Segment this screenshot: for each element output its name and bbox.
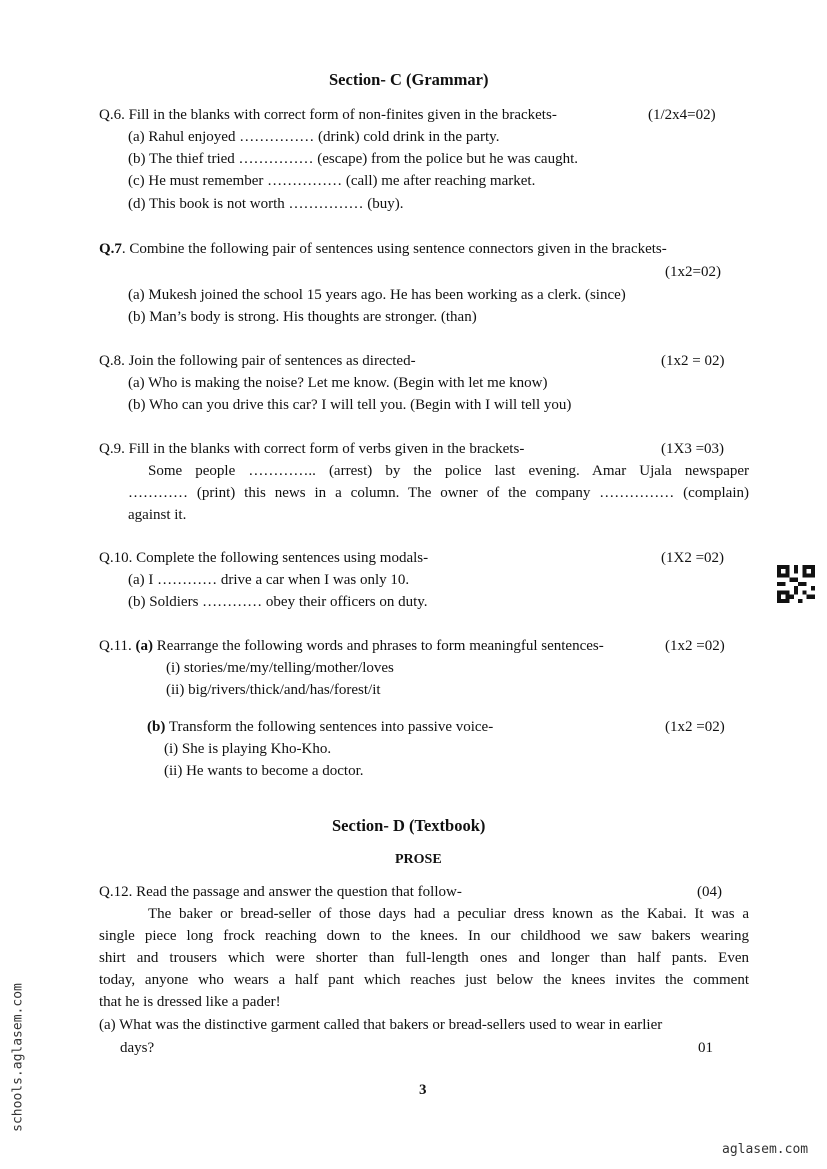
q7-item-b: (b) Man’s body is strong. His thoughts are stronger. (than) — [128, 309, 477, 325]
q7-number: Q.7 — [99, 241, 122, 257]
section-d-title: Section- D (Textbook) — [332, 816, 486, 835]
q11-b-text: Transform the following sentences into passive voice- — [168, 719, 494, 735]
q11-a-text: Rearrange the following words and phrases to form meaningful sentences- — [156, 638, 604, 654]
q12-sub-question-cont: days? — [120, 1040, 155, 1056]
q8-marks: (1x2 = 02) — [661, 353, 725, 369]
q6-item-b: (b) The thief tried …………… (escape) from the police but he was caught. — [128, 151, 578, 167]
q10-item-b: (b) Soldiers ………… obey their officers on duty. — [128, 594, 428, 610]
q11-b-item: (ii) He wants to become a doctor. — [164, 763, 364, 779]
q11-a-item: (i) stories/me/my/telling/mother/loves — [166, 660, 394, 676]
q11-a-item: (ii) big/rivers/thick/and/has/forest/it — [166, 682, 381, 698]
qr-code-icon — [777, 565, 815, 603]
q7-marks: (1x2=02) — [665, 264, 721, 280]
q7-text: . Combine the following pair of sentences using sentence connectors given in the brackets- — [121, 241, 667, 257]
q6-item-d: (d) This book is not worth …………… (buy). — [128, 196, 404, 212]
q11-question-b — [147, 718, 493, 736]
page-number: 3 — [419, 1082, 427, 1098]
q11-question-a — [99, 637, 604, 655]
q11-number: Q.11. — [99, 638, 132, 654]
side-watermark: schools.aglasem.com — [10, 983, 26, 1132]
q10-question: Q.10. Complete the following sentences using modals- — [99, 550, 429, 566]
prose-subtitle: PROSE — [395, 852, 442, 867]
q9-passage-line: against it. — [128, 507, 187, 523]
q12-sub-marks: 01 — [698, 1040, 713, 1056]
q6-item-a: (a) Rahul enjoyed …………… (drink) cold drink in the party. — [128, 129, 500, 145]
q12-passage-line: single piece long frock reaching down to the knees. In our childhood we saw bakers wearing — [99, 928, 749, 944]
q7-question — [99, 240, 667, 258]
q10-marks: (1X2 =02) — [661, 550, 725, 566]
q8-item-a: (a) Who is making the noise? Let me know. (Begin with let me know) — [128, 375, 548, 391]
q8-question: Q.8. Join the following pair of sentences as directed- — [99, 353, 416, 369]
q11-a-label: (a) — [135, 638, 154, 654]
q12-question: Q.12. Read the passage and answer the question that follow- — [99, 884, 462, 900]
q11-b-item: (i) She is playing Kho-Kho. — [164, 741, 332, 757]
q10-item-a: (a) I ………… drive a car when I was only 10. — [128, 572, 410, 588]
q12-passage-line: that he is dressed like a pader! — [99, 994, 281, 1010]
bottom-watermark: aglasem.com — [722, 1142, 809, 1157]
section-c-title: Section- C (Grammar) — [329, 70, 489, 89]
q9-passage-line: ………… (print) this news in a column. The owner of the company …………… (complain) — [128, 485, 749, 501]
q6-question: Q.6. Fill in the blanks with correct form of non-finites given in the brackets- — [99, 107, 557, 123]
q12-passage-line: shirt and trousers which were shorter than full-length ones and longer than half pants. Even — [99, 950, 749, 966]
q11-b-label: (b) — [147, 719, 166, 735]
q8-item-b: (b) Who can you drive this car? I will tell you. (Begin with I will tell you) — [128, 397, 572, 413]
q12-passage-line: today, anyone who wears a half pant which reaches just below the knees invites the comment — [99, 972, 749, 988]
q6-marks: (1/2x4=02) — [648, 107, 716, 123]
q6-item-c: (c) He must remember …………… (call) me after reaching market. — [128, 173, 536, 189]
q12-sub-question: (a) What was the distinctive garment called that bakers or bread-sellers used to wear in earlier — [99, 1017, 663, 1033]
q9-question: Q.9. Fill in the blanks with correct form of verbs given in the brackets- — [99, 441, 525, 457]
q7-item-a: (a) Mukesh joined the school 15 years ago. He has been working as a clerk. (since) — [128, 287, 626, 303]
q11-b-marks: (1x2 =02) — [665, 719, 725, 735]
q12-marks: (04) — [697, 884, 722, 900]
q11-a-marks: (1x2 =02) — [665, 638, 725, 654]
q9-marks: (1X3 =03) — [661, 441, 725, 457]
q12-passage-line: The baker or bread-seller of those days had a peculiar dress known as the Kabai. It was a — [148, 906, 749, 922]
q9-passage-line: Some people ………….. (arrest) by the police last evening. Amar Ujala newspaper — [148, 463, 749, 479]
